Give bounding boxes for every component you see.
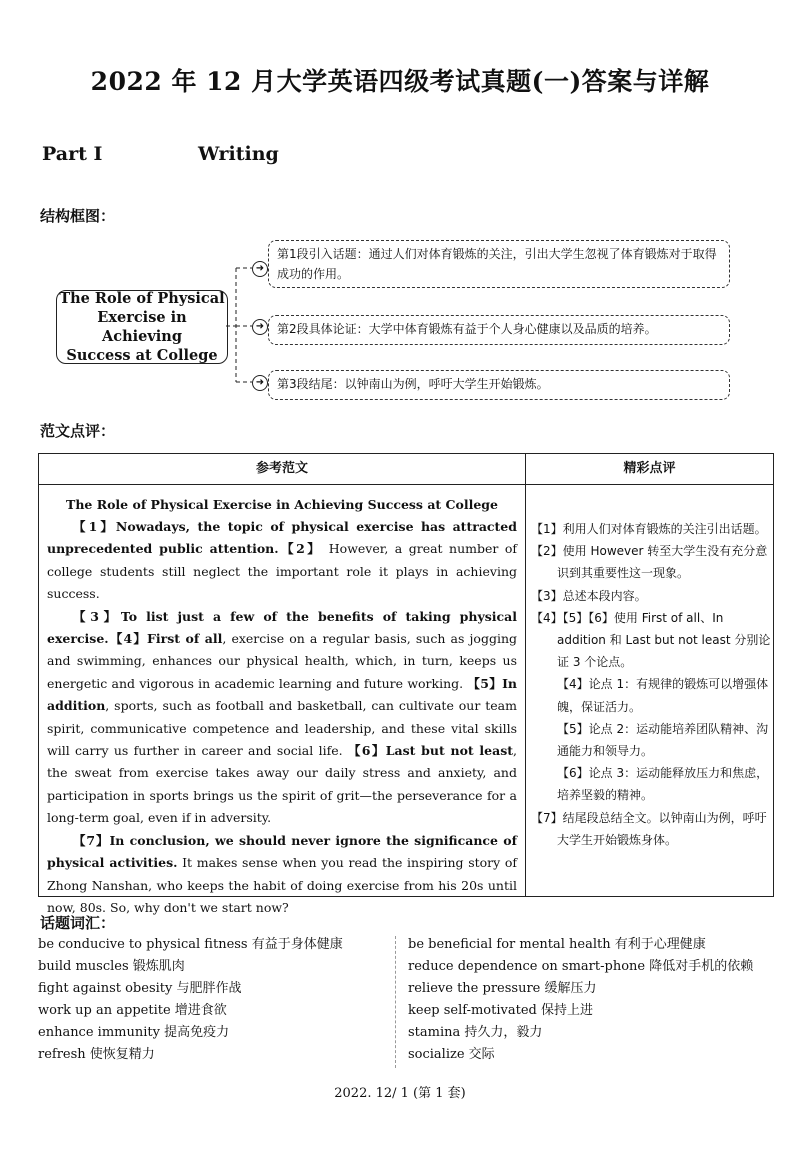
- vocab-item: refresh 使恢复精力: [38, 1047, 155, 1062]
- vocab-item: keep self-motivated 保持上进: [408, 1003, 593, 1018]
- vocab-item: enhance immunity 提高免疫力: [38, 1025, 230, 1040]
- mind-map-center-line: Exercise in Achieving: [97, 309, 187, 345]
- vocab-divider: [395, 936, 396, 1068]
- review-heading: 范文点评：: [40, 422, 116, 440]
- part-label: Part Ⅰ: [42, 143, 103, 165]
- essay-bold-sentence: In conclusion, we should never ignore the significance of physical activities.: [47, 832, 517, 871]
- structure-branch-1: 第1段引入话题：通过人们对体育锻炼的关注，引出大学生忽视了体育锻炼对于取得成功的作用。: [268, 240, 730, 288]
- essay-bold-phrase: Last but not least: [385, 743, 514, 759]
- part-name: Writing: [198, 143, 279, 165]
- review-table: [38, 453, 774, 915]
- essay-bold-sentence: Nowadays, the topic of physical exercise has attracted unprecedented public attention.: [47, 519, 517, 557]
- comments-list: [531, 518, 771, 851]
- comment-item: 【1】利用人们对体育锻炼的关注引出话题。: [531, 522, 767, 536]
- essay-bold-phrase: In addition: [47, 675, 517, 714]
- circle-arrow-icon: ➜: [252, 319, 268, 335]
- essay-paragraph-2: [47, 606, 517, 830]
- circle-arrow-icon: ➜: [252, 261, 268, 277]
- vocab-item: build muscles 锻炼肌肉: [38, 959, 185, 974]
- structure-branch-2: 第2段具体论证：大学中体育锻炼有益于个人身心健康以及品质的培养。: [268, 315, 730, 345]
- essay-bold-phrase: First of all: [147, 631, 223, 647]
- vocab-item: stamina 持久力，毅力: [408, 1025, 543, 1040]
- page-title: 2022 年 12 月大学英语四级考试真题(一)答案与详解: [90, 67, 710, 96]
- marker: 【3】: [73, 608, 121, 624]
- marker: 【1】: [73, 519, 116, 534]
- essay-text: , exercise on a regular basis, such as jogging and swimming, enhances our physical health, which, in turn, keeps us energetic and vigorous in academic learning and future working.: [47, 631, 517, 691]
- essay-text: However, a great number of college students still neglect the important role it plays in achieving success.: [47, 541, 517, 602]
- column-header-essay: 参考范文: [39, 454, 526, 485]
- mind-map-center-line: Success at College: [66, 347, 218, 364]
- essay-text: , sports, such as football and basketball, can cultivate our team spirit, communicative competence and leadership, and these vital skills will carry us further in career and social life.: [47, 698, 517, 759]
- comment-item: 【2】使用 However 转至大学生没有充分意识到其重要性这一现象。: [531, 544, 768, 581]
- column-divider: [525, 484, 526, 896]
- essay-paragraph-3: [47, 830, 517, 920]
- mind-map-center: [56, 290, 228, 364]
- comment-item: 【4】【5】【6】使用 First of all、In addition 和 Last but not least 分别论证 3 个论点。: [531, 610, 771, 670]
- vocab-list-left: [38, 934, 343, 1066]
- structure-branch-3: 第3段结尾：以钟南山为例，呼吁大学生开始锻炼。: [268, 370, 730, 400]
- marker: 【6】: [347, 743, 386, 759]
- page-footer: 2022. 12/ 1 (第 1 套): [334, 1086, 466, 1101]
- vocab-item: relieve the pressure 缓解压力: [408, 981, 597, 996]
- vocab-item: be conducive to physical fitness 有益于身体健康: [38, 937, 343, 952]
- comment-subitem: 【5】论点 2：运动能培养团队精神、沟通能力和领导力。: [557, 721, 769, 759]
- circle-arrow-icon: ➜: [252, 375, 268, 391]
- essay-title: The Role of Physical Exercise in Achieving Success at College: [66, 497, 498, 512]
- marker: 【4】: [108, 631, 147, 647]
- vocab-heading: 话题词汇：: [40, 914, 116, 932]
- vocab-item: reduce dependence on smart-phone 降低对手机的依赖: [408, 959, 754, 974]
- essay-paragraph-1: [47, 516, 517, 606]
- essay-text: It makes sense when you read the inspiring story of Zhong Nanshan, who keeps the habit of doing exercise from his 20s until now, 80s. So, why don't we start now?: [47, 855, 517, 915]
- essay-text: , the sweat from exercise takes away our daily stress and anxiety, and participation in sports brings us the spirit of grit—the perseverance for a long-term goal, even if in adversity.: [47, 743, 518, 826]
- structure-heading: 结构框图：: [40, 207, 116, 225]
- marker: 【2】: [278, 541, 323, 557]
- column-header-comments: 精彩点评: [526, 454, 773, 485]
- sample-essay: [47, 494, 517, 919]
- comment-item: 【3】总述本段内容。: [531, 588, 647, 603]
- comment-subitem: 【4】论点 1：有规律的锻炼可以增强体魄，保证活力。: [557, 677, 769, 714]
- vocab-item: work up an appetite 增进食欲: [38, 1003, 227, 1018]
- vocab-item: be beneficial for mental health 有利于心理健康: [408, 937, 706, 952]
- vocab-item: fight against obesity 与肥胖作战: [38, 981, 242, 996]
- essay-bold-sentence: To list just a few of the benefits of taking physical exercise.: [47, 608, 518, 647]
- comment-subitem: 【6】论点 3：运动能释放压力和焦虑，培养坚毅的精神。: [557, 766, 769, 803]
- marker: 【5】: [467, 675, 503, 691]
- mind-map-center-line: The Role of Physical: [59, 290, 225, 307]
- vocab-item: socialize 交际: [408, 1047, 495, 1062]
- marker: 【7】: [73, 832, 110, 848]
- vocab-list-right: [408, 934, 753, 1066]
- comment-item: 【7】结尾段总结全文。以钟南山为例，呼吁大学生开始锻炼身体。: [531, 810, 767, 847]
